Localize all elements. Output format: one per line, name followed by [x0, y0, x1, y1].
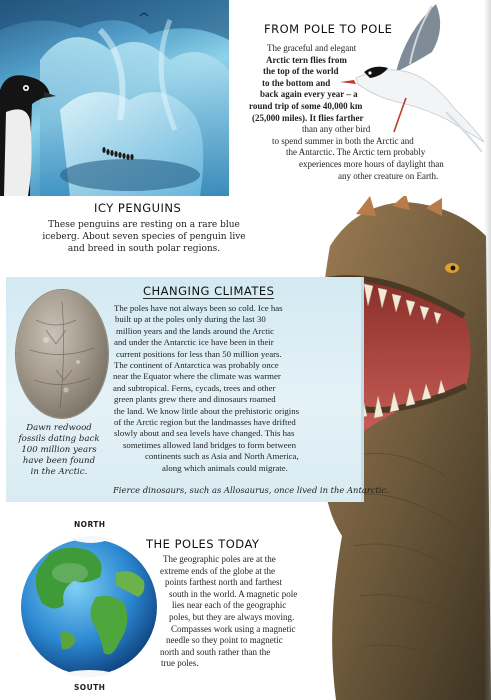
poles-text-line: north and south rather than the [160, 646, 271, 657]
climate-text-line: The continent of Antarctica was probably once [114, 360, 279, 370]
poles-text-line: Compasses work using a magnetic [171, 623, 296, 634]
globe-illustration [20, 533, 158, 681]
page-edge-shadow [484, 0, 491, 700]
poles-text-line: poles, but they are always moving. [169, 612, 295, 622]
icy-penguins-heading: ICY PENGUINS [94, 201, 182, 215]
climate-text-line: million years and the lands around the Arctic [116, 325, 275, 336]
south-label: SOUTH [74, 683, 106, 692]
poles-text-line: extreme ends of the globe at the [160, 565, 275, 576]
poles-text-line: south in the world. A magnetic pole [169, 588, 298, 599]
climate-text-line: The poles have not always been so cold. Ice has [114, 303, 283, 313]
climate-text-line: of the Arctic region but the landmasses have drifted [114, 417, 296, 427]
climate-text-line: and subtropical. Ferns, cycads, trees and other [113, 382, 276, 393]
climate-text-line: along which animals could migrate. [162, 462, 288, 473]
climate-text-line: and under the Antarctic ice have been in their [114, 337, 274, 348]
climate-text-line: sometimes allowed land bridges to form between [123, 439, 296, 450]
climate-text-line: built up at the poles only during the last 30 [115, 314, 266, 325]
tern-text-line: to spend summer in both the Arctic and [272, 135, 414, 146]
fossil-caption: Dawn redwood fossils dating back 100 million years have been found in the Arctic. [18, 423, 100, 477]
climate-text-line: current positions for less than 50 million years. [116, 348, 282, 359]
tern-text-line: back again every year – a [260, 89, 358, 100]
tern-text-line: than any other bird [302, 124, 371, 135]
poles-text-line: points farthest north and farthest [165, 577, 282, 588]
changing-climates-heading-text: CHANGING CLIMATES [143, 284, 275, 298]
tern-text-line: to the bottom and [262, 77, 331, 88]
climate-text-line: green plants grew there and dinosaurs roamed [114, 394, 276, 405]
climate-text-line: near the Equator where the climate was warmer [113, 371, 281, 382]
pole-to-pole-heading: FROM POLE TO POLE [264, 22, 393, 36]
dinosaur-caption: Fierce dinosaurs, such as Allosaurus, once lived in the Antarctic. [113, 485, 389, 495]
fossil-rock-photo [16, 290, 108, 418]
poles-text-line: true poles. [161, 658, 199, 669]
tern-text-line: round trip of some 40,000 km [249, 101, 363, 111]
climate-text-line: slowly about and sea levels have changed. This has [114, 428, 295, 439]
tern-text-line: The graceful and elegant [267, 43, 357, 53]
tern-text-line: the Antarctic. The Arctic tern probably [286, 147, 426, 158]
icy-penguins-caption: These penguins are resting on a rare blue iceberg. About seven species of penguin live and breed in south polar regions. [42, 220, 246, 254]
poles-text-line: The geographic poles are at the [163, 554, 276, 564]
tern-text-line: any other creature on Earth. [338, 170, 439, 181]
poles-text-line: lies near each of the geographic [172, 600, 287, 611]
tern-text-line: (25,000 miles). It flies farther [252, 112, 364, 123]
north-label: NORTH [74, 520, 106, 529]
tern-text-line: the top of the world [263, 66, 339, 77]
climate-text-line: the land. We know little about the prehistoric origins [114, 405, 300, 416]
poles-text-line: needle so they point to magnetic [166, 635, 283, 646]
changing-climates-heading [143, 284, 274, 298]
pole-to-pole-text [0, 43, 491, 203]
climate-text-line: continents such as Asia and North America, [145, 451, 299, 462]
tern-text-line: experiences more hours of daylight than [299, 159, 444, 169]
poles-today-heading: THE POLES TODAY [146, 537, 260, 551]
tern-text-line: Arctic tern flies from [266, 54, 347, 65]
